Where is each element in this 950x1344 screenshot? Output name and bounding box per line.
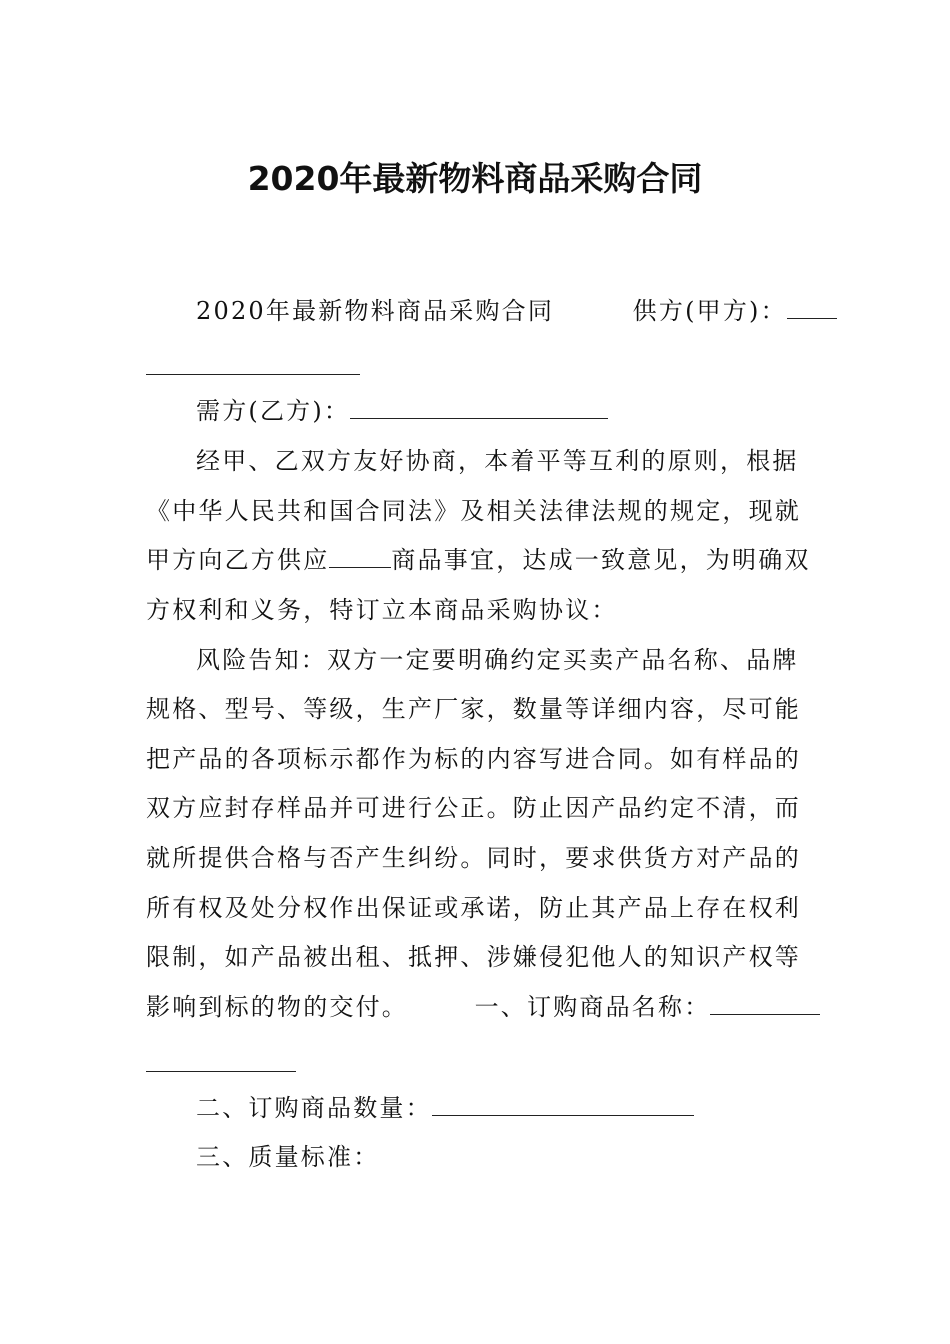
paragraph-line: 所有权及处分权作出保证或承诺，防止其产品上存在权利 [146, 894, 801, 922]
supplier-blank [787, 296, 837, 319]
paragraph-line: 《中华人民共和国合同法》及相关法律法规的规定，现就 [146, 497, 801, 525]
supplier-blank-continued [146, 352, 360, 382]
buyer-line [196, 396, 608, 426]
paragraph-line: 就所提供合格与否产生纠纷。同时，要求供货方对产品的 [146, 844, 801, 872]
paragraph-line: 经甲、乙双方友好协商，本着平等互利的原则，根据 [196, 447, 799, 475]
item-quantity-line [196, 1093, 694, 1123]
document-title: 2020年最新物料商品采购合同 [247, 159, 703, 198]
paragraph-line: 限制，如产品被出租、抵押、涉嫌侵犯他人的知识产权等 [146, 943, 801, 971]
buyer-blank [350, 396, 608, 419]
paragraph-line: 双方应封存样品并可进行公正。防止因产品约定不清，而 [146, 794, 801, 822]
paragraph-line: 方权利和义务，特订立本商品采购协议： [146, 596, 618, 624]
paragraph-text: 商品事宜，达成一致意见，为明确双 [391, 546, 811, 574]
paragraph-line: 把产品的各项标示都作为标的内容写进合同。如有样品的 [146, 745, 801, 773]
item-name-blank-continued [146, 1049, 296, 1079]
item-name-blank-2 [146, 1057, 296, 1072]
goods-blank [329, 545, 391, 568]
supplier-line [196, 296, 837, 326]
paragraph-line: 规格、型号、等级，生产厂家，数量等详细内容，尽可能 [146, 695, 801, 723]
paragraph-text: 甲方向乙方供应 [146, 546, 330, 574]
item-name-line [146, 992, 820, 1022]
supplier-label: 2020年最新物料商品采购合同 供方(甲方)： [196, 297, 787, 325]
buyer-label: 需方(乙方)： [196, 397, 351, 425]
item-name-blank [710, 992, 820, 1015]
supplier-blank-2 [146, 360, 360, 375]
item-quantity-label: 二、订购商品数量： [196, 1094, 432, 1122]
item-quantity-blank [432, 1093, 694, 1116]
quality-standard-line: 三、质量标准： [196, 1143, 380, 1171]
paragraph-line: 风险告知：双方一定要明确约定买卖产品名称、品牌 [196, 646, 799, 674]
paragraph-line [146, 545, 811, 575]
item-name-label: 影响到标的物的交付。 一、订购商品名称： [146, 993, 711, 1021]
